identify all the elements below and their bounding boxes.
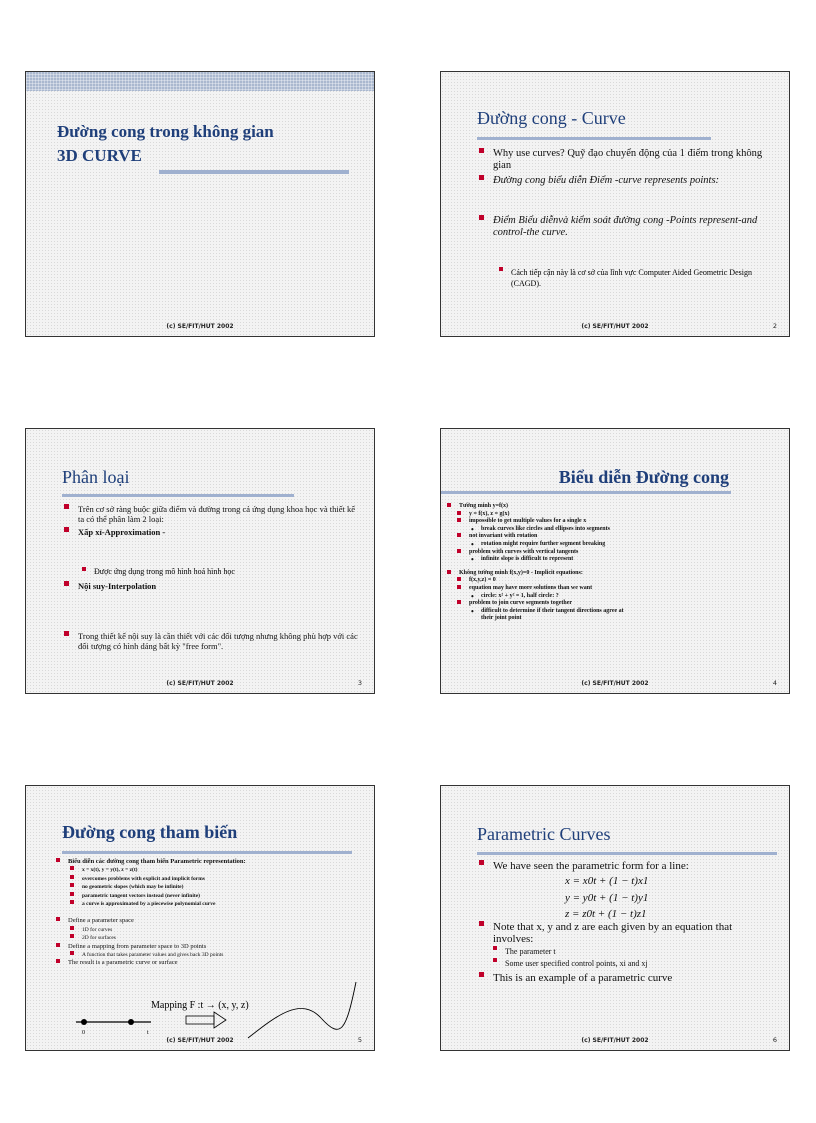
curve-sketch <box>248 982 356 1038</box>
sub-bullet-item: not invariant with rotation <box>457 533 687 541</box>
sub-bullet-item: 1D for curves <box>70 926 356 934</box>
slide-footer: (c) SE/FIT/HUT 2002 <box>581 1037 649 1044</box>
mapping-arrow-body <box>186 1016 214 1024</box>
dot-item: • infinite slope is difficult to represent <box>471 556 687 564</box>
slide-title: Đường cong - Curve <box>477 108 626 128</box>
sub-bullet-item: f(x,y,z) = 0 <box>457 577 687 585</box>
title-rule <box>441 491 731 494</box>
bullet-item: This is an example of a parametric curve <box>479 972 769 985</box>
slide-5 <box>25 785 375 1051</box>
slide-title: Đường cong trong không gian 3D CURVE <box>57 122 274 165</box>
mapping-arrow-head <box>214 1012 226 1028</box>
title-rule <box>477 137 711 140</box>
sub-bullet-item: y = f(x), z = g(x) <box>457 511 687 519</box>
sub-bullet-item: parametric tangent vectors instead (never infinite) <box>70 892 356 900</box>
sub-bullet-item: The parameter t <box>493 946 769 958</box>
slide-title: Phân loại <box>62 467 130 487</box>
bullet-list <box>64 504 359 651</box>
bullet-item: Tường minh y=f(x) <box>447 503 687 511</box>
title-rule <box>159 170 349 174</box>
sub-bullet-item: equation may have more solutions than we want <box>457 585 644 593</box>
sub-bullet-item: A function that takes parameter values and gives back 3D points <box>70 951 356 959</box>
equation-z: z = z0t + (1 − t)z1 <box>565 907 647 920</box>
axis-label-t: t <box>147 1030 149 1036</box>
slide-footer: (c) SE/FIT/HUT 2002 <box>166 1037 234 1044</box>
sub-bullet-item: impossible to get multiple values for a single x <box>457 518 644 526</box>
sub-bullet-item: problem with curves with vertical tangents <box>457 549 687 557</box>
slide-1 <box>25 71 375 337</box>
slide-footer: (c) SE/FIT/HUT 2002 <box>166 680 234 687</box>
bullet-item: Define a parameter space <box>56 917 356 925</box>
content-block <box>479 860 769 984</box>
slide-title: Đường cong tham biến <box>62 822 238 842</box>
slide-title: Parametric Curves <box>477 824 611 844</box>
sub-bullet-item: overcomes problems with explicit and implicit forms <box>70 875 356 883</box>
header-pattern <box>26 72 374 91</box>
bullet-item: We have seen the parametric form for a line: <box>479 860 769 873</box>
equation-y: y = y0t + (1 − t)y1 <box>565 891 649 904</box>
slide-3 <box>25 428 375 694</box>
slide-title: Biểu diễn Đường cong <box>558 467 729 487</box>
bullet-item: Define a mapping from parameter space to 3D points <box>56 943 356 951</box>
bullet-item: Điểm Biểu diễnvà kiểm soát đường cong -Points represent-and control-the curve. <box>479 215 769 239</box>
content-block <box>447 503 687 623</box>
sub-bullet-item: no geometric slopes (which may be infinite) <box>70 883 356 891</box>
bullet-item: Trong thiết kế nội suy là cần thiết với các đối tượng nhưng không phù hợp với các đối tượng có hình dáng bất kỳ "free form". <box>64 631 359 651</box>
bullet-item: Không tường minh f(x,y)=0 - Implicit equations: <box>447 570 687 578</box>
slide-4 <box>440 428 790 694</box>
slide-2 <box>440 71 790 337</box>
page-number: 6 <box>772 1036 777 1044</box>
page-number: 2 <box>772 322 777 330</box>
sub-bullet-item: Some user specified control points, xi and xj <box>493 958 769 970</box>
title-rule <box>62 494 294 497</box>
content-block <box>56 858 356 968</box>
bullet-item: Why use curves? Quỹ đạo chuyển động của 1 điểm trong không gian <box>479 148 769 172</box>
title-rule <box>477 852 777 855</box>
bullet-item: Note that x, y and z are each given by an equation that involves: <box>479 921 769 946</box>
page-number: 5 <box>357 1036 362 1044</box>
slide-footer: (c) SE/FIT/HUT 2002 <box>166 323 234 330</box>
slide-footer: (c) SE/FIT/HUT 2002 <box>581 680 649 687</box>
sub-bullet-item: Được ứng dụng trong mô hình hoá hình học <box>82 567 359 577</box>
mapping-label: Mapping F :t → (x, y, z) <box>151 1000 249 1011</box>
slide-6 <box>440 785 790 1051</box>
sub-bullet-item: Cách tiếp cận này là cơ sở của lĩnh vực Computer Aided Geometric Design (CAGD). <box>499 267 769 289</box>
bullet-item: Nội suy-Interpolation <box>64 581 359 591</box>
bullet-item: Biểu diễn các đường cong tham biến Parametric representation: <box>56 858 356 866</box>
dot-item: • difficult to determine if their tangent directions agree at their joint point <box>471 608 631 623</box>
sub-bullet-item: 2D for surfaces <box>70 934 356 942</box>
axis-label-0: 0 <box>82 1030 85 1036</box>
page-number: 4 <box>772 679 777 687</box>
bullet-item: Đường cong biểu diễn Điểm -curve represents points: <box>479 175 769 187</box>
bullet-item: The result is a parametric curve or surface <box>56 959 356 967</box>
bullet-item: Xấp xỉ-Approximation - <box>64 527 359 537</box>
sub-bullet-item: x = x(t), y = y(t), z = z(t) <box>70 866 356 874</box>
slide-footer: (c) SE/FIT/HUT 2002 <box>581 323 649 330</box>
dot-item: • rotation might require further segment breaking <box>471 541 631 549</box>
dot-item: • circle: x² + y² = 1, half circle: ? <box>471 593 687 601</box>
equation-x: x = x0t + (1 − t)x1 <box>565 874 649 887</box>
dot-item: • break curves like circles and ellipses into segments <box>471 526 631 534</box>
bullet-item: Trên cơ sở ràng buộc giữa điểm và đường trong cả ứng dụng khoa học và thiết kế ta có thể phân làm 2 loại: <box>64 504 359 524</box>
bullet-list <box>479 148 769 289</box>
sub-bullet-item: problem to join curve segments together <box>457 600 687 608</box>
axis-point-0 <box>81 1019 87 1025</box>
sub-bullet-item: a curve is approximated by a piecewise polynomial curve <box>70 900 356 908</box>
page-number: 3 <box>357 679 362 687</box>
axis-point-t <box>128 1019 134 1025</box>
title-rule <box>62 851 352 854</box>
